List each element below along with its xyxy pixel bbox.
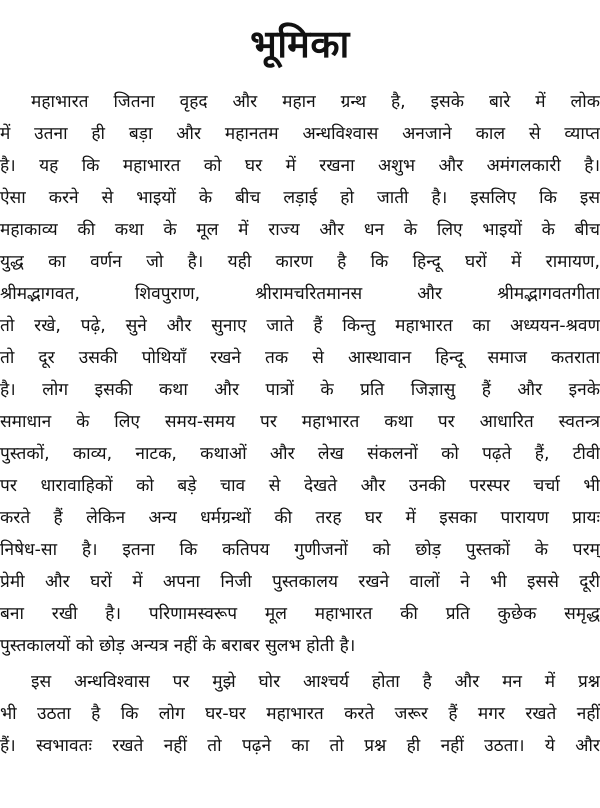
text-line: श्रीमद्भागवत, शिवपुराण, श्रीरामचरितमानस और श्रीमद्भागवतगीता — [0, 284, 600, 304]
text-line: तो दूर उसकी पोथियाँ रखने तक से आस्थावान हिन्दू समाज कतराता — [0, 348, 600, 368]
page-title: भूमिका — [250, 22, 350, 66]
text-line: पुस्तकालयों को छोड़ अन्यत्र नहीं के बराबर सुलभ होती है। — [0, 636, 356, 656]
text-line: हैं। स्वभावतः रखते नहीं तो पढ़ने का तो प्रश्न ही नहीं उठता। ये और — [0, 736, 600, 756]
text-line: तो रखे, पढ़े, सुने और सुनाए जाते हैं किन्तु महाभारत का अध्ययन-श्रवण — [0, 316, 600, 336]
text-line: समाधान के लिए समय-समय पर महाभारत कथा पर आधारित स्वतन्त्र — [0, 412, 600, 432]
text-line: इस अन्धविश्वास पर मुझे घोर आश्चर्य होता है और मन में प्रश्न — [31, 672, 600, 692]
text-line: पर धारावाहिकों को बड़े चाव से देखते और उनकी परस्पर चर्चा भी — [0, 476, 600, 496]
text-line: ऐसा करने से भाइयों के बीच लड़ाई हो जाती है। इसलिए कि इस — [0, 188, 600, 208]
text-line: में उतना ही बड़ा और महानतम अन्धविश्वास अनजाने काल से व्याप्त — [0, 124, 600, 144]
text-line: भी उठता है कि लोग घर-घर महाभारत करते जरूर हैं मगर रखते नहीं — [0, 704, 600, 724]
text-line: महाकाव्य की कथा के मूल में राज्य और धन के लिए भाइयों के बीच — [0, 220, 600, 240]
text-line: पुस्तकों, काव्य, नाटक, कथाओं और लेख संकलनों को पढ़ते हैं, टीवी — [0, 444, 600, 464]
text-line: बना रखी है। परिणामस्वरूप मूल महाभारत की प्रति कुछेक समृद्ध — [0, 604, 600, 624]
text-line: निषेध-सा है। इतना कि कतिपय गुणीजनों को छोड़ पुस्तकों के परम् — [0, 540, 600, 560]
text-line: करते हैं लेकिन अन्य धर्मग्रन्थों की तरह घर में इसका पारायण प्रायः — [0, 508, 600, 528]
text-line: है। लोग इसकी कथा और पात्रों के प्रति जिज्ञासु हैं और इनके — [0, 380, 600, 400]
text-line: युद्ध का वर्णन जो है। यही कारण है कि हिन्दू घरों में रामायण, — [0, 252, 600, 272]
text-line: है। यह कि महाभारत को घर में रखना अशुभ और अमंगलकारी है। — [0, 156, 600, 176]
text-line: महाभारत जितना वृहद और महान ग्रन्थ है, इसके बारे में लोक — [31, 92, 600, 112]
text-line: प्रेमी और घरों में अपना निजी पुस्तकालय रखने वालों ने भी इससे दूरी — [0, 572, 600, 592]
